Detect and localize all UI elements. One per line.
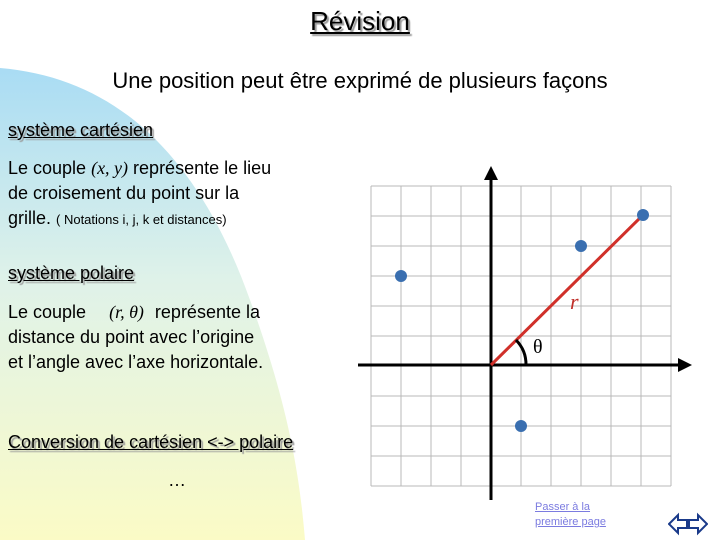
polar-coords: (r, θ) xyxy=(109,302,144,322)
cartesian-heading: système cartésien xyxy=(8,120,154,140)
point xyxy=(395,270,407,282)
x-axis-arrow xyxy=(678,358,692,372)
polar-text: représente la xyxy=(149,302,260,322)
forward-arrow-icon[interactable] xyxy=(689,515,707,533)
first-page-link[interactable] xyxy=(535,500,606,530)
cartesian-note: ( Notations i, j, k et distances) xyxy=(56,212,227,227)
cartesian-text: Le couple xyxy=(8,158,92,178)
point xyxy=(515,420,527,432)
point xyxy=(637,209,649,221)
back-arrow-icon[interactable] xyxy=(669,515,687,533)
point xyxy=(575,240,587,252)
first-page-link-text: Passer à la xyxy=(535,501,591,513)
nav-arrows[interactable] xyxy=(668,512,708,536)
conversion-heading: Conversion de cartésien <-> polaire xyxy=(8,432,294,452)
y-axis-arrow xyxy=(484,166,498,180)
cartesian-text: représente le lieu xyxy=(128,158,272,178)
first-page-link-text: première page xyxy=(535,516,606,528)
radius-line xyxy=(491,215,643,365)
slide-title: Révision xyxy=(310,6,410,36)
polar-text: et l’angle avec l’axe horizontale. xyxy=(8,352,264,372)
polar-text: Le couple xyxy=(8,302,92,322)
cartesian-text: de croisement du point sur la xyxy=(8,183,240,203)
ellipsis: … xyxy=(168,470,186,490)
theta-label: θ xyxy=(533,336,543,358)
cartesian-text: grille. xyxy=(8,208,57,228)
r-label: r xyxy=(570,289,579,314)
polar-text: distance du point avec l’origine xyxy=(8,327,255,347)
slide-subtitle: Une position peut être exprimé de plusieurs façons xyxy=(112,68,608,93)
cartesian-coords: (x, y) xyxy=(91,158,129,178)
polar-heading: système polaire xyxy=(8,263,135,283)
